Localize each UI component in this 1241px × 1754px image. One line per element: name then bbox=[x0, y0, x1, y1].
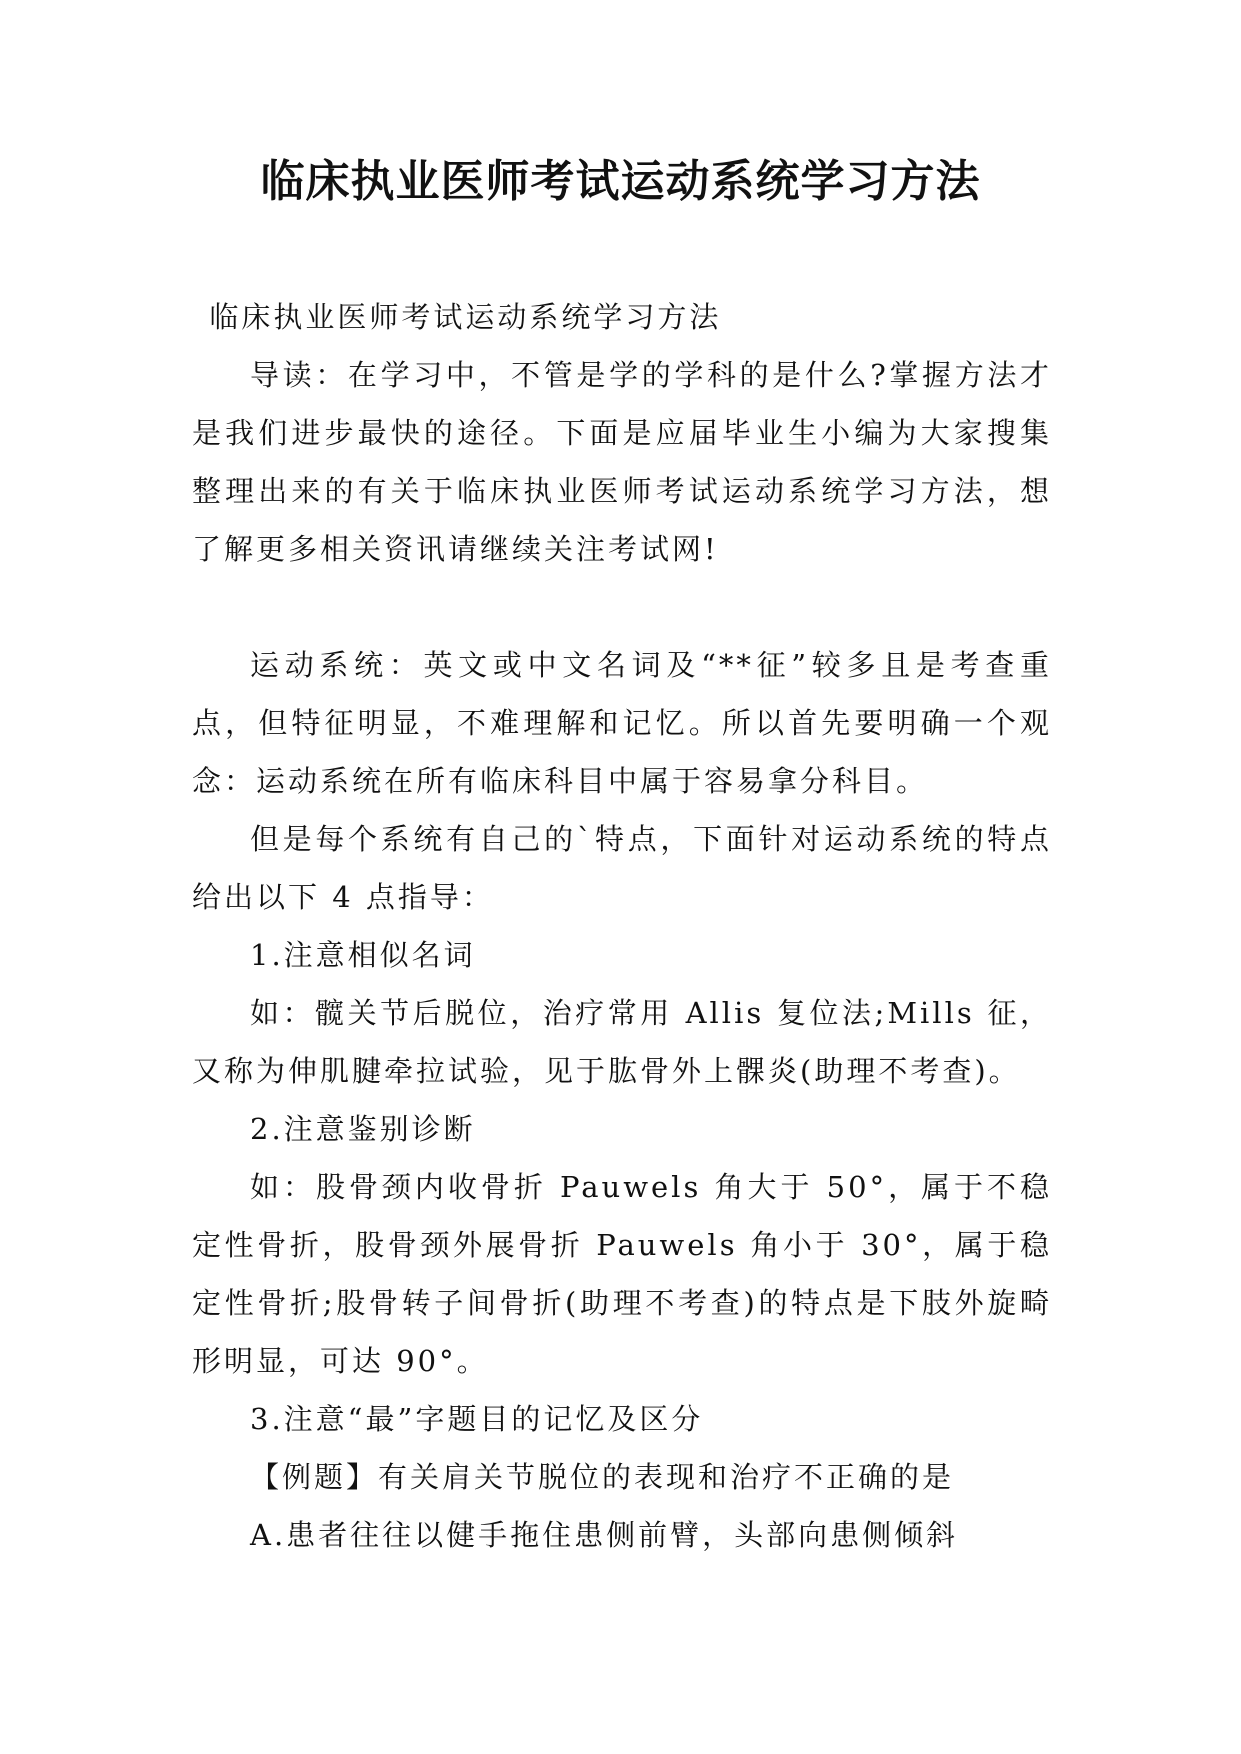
section-heading: 3.注意“最”字题目的记忆及区分 bbox=[250, 1402, 704, 1436]
body-paragraph: 如：髋关节后脱位，治疗常用 Allis 复位法;Mills 征，又称为伸肌腱牵拉试验，见于肱骨外上髁炎(助理不考查)。 bbox=[192, 996, 1052, 1088]
body-paragraph: 但是每个系统有自己的`特点，下面针对运动系统的特点给出以下 4 点指导： bbox=[192, 822, 1052, 914]
document-body bbox=[192, 288, 1052, 1564]
document-subtitle: 临床执业医师考试运动系统学习方法 bbox=[209, 300, 722, 334]
paragraph-gap bbox=[192, 578, 1052, 636]
intro-paragraph: 导读：在学习中，不管是学的学科的是什么?掌握方法才是我们进步最快的途径。下面是应届毕业生小编为大家搜集整理出来的有关于临床执业医师考试运动系统学习方法，想了解更多相关资讯请继续关注考试网! bbox=[192, 358, 1052, 566]
document-title: 临床执业医师考试运动系统学习方法 bbox=[260, 156, 981, 207]
section-heading: 2.注意鉴别诊断 bbox=[250, 1112, 476, 1146]
answer-option: A.患者往往以健手拖住患侧前臂，头部向患侧倾斜 bbox=[250, 1518, 959, 1552]
body-paragraph: 如：股骨颈内收骨折 Pauwels 角大于 50°，属于不稳定性骨折，股骨颈外展骨折 Pauwels 角小于 30°，属于稳定性骨折;股骨转子间骨折(助理不考查)的特点是下肢外旋畸形明显，可达 90°。 bbox=[192, 1170, 1052, 1378]
body-paragraph: 运动系统：英文或中文名词及“**征”较多且是考查重点，但特征明显，不难理解和记忆。所以首先要明确一个观念：运动系统在所有临床科目中属于容易拿分科目。 bbox=[192, 648, 1052, 798]
example-question: 【例题】有关肩关节脱位的表现和治疗不正确的是 bbox=[250, 1460, 955, 1494]
section-heading: 1.注意相似名词 bbox=[250, 938, 476, 972]
